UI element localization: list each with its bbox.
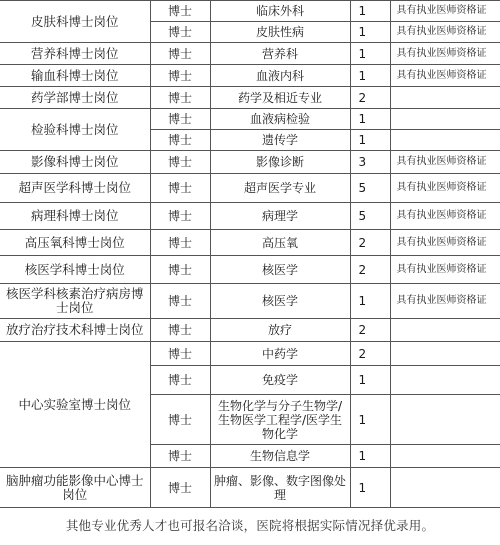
note-cell: 具有执业医师资格证 [390, 22, 500, 43]
table-row [0, 342, 500, 366]
degree-cell: 博士 [150, 151, 210, 174]
table-row [0, 284, 500, 319]
position-cell: 核医学科博士岗位 [0, 256, 150, 284]
position-cell: 影像科博士岗位 [0, 151, 150, 174]
position-cell: 放疗治疗技术科博士岗位 [0, 319, 150, 342]
degree-cell: 博士 [150, 366, 210, 395]
major-cell: 生物信息学 [210, 445, 350, 468]
position-cell: 中心实验室博士岗位 [0, 342, 150, 468]
count-cell: 2 [350, 87, 390, 109]
count-cell: 2 [350, 319, 390, 342]
count-cell: 1 [350, 43, 390, 65]
footer-row [0, 508, 500, 545]
count-cell: 1 [350, 109, 390, 130]
count-cell: 5 [350, 203, 390, 230]
note-cell: 具有执业医师资格证 [390, 43, 500, 65]
degree-cell: 博士 [150, 1, 210, 22]
degree-cell: 博士 [150, 342, 210, 366]
note-cell [390, 109, 500, 130]
major-cell: 临床外科 [210, 1, 350, 22]
degree-cell: 博士 [150, 43, 210, 65]
count-cell: 2 [350, 230, 390, 256]
position-cell: 超声医学科博士岗位 [0, 174, 150, 203]
position-cell: 输血科博士岗位 [0, 65, 150, 87]
count-cell: 1 [350, 1, 390, 22]
position-cell: 病理科博士岗位 [0, 203, 150, 230]
count-cell: 1 [350, 445, 390, 468]
note-cell: 具有执业医师资格证 [390, 230, 500, 256]
table-row [0, 109, 500, 130]
degree-cell: 博士 [150, 65, 210, 87]
note-cell: 具有执业医师资格证 [390, 284, 500, 319]
major-cell: 皮肤性病 [210, 22, 350, 43]
major-cell: 放疗 [210, 319, 350, 342]
note-cell [390, 468, 500, 508]
note-cell [390, 87, 500, 109]
degree-cell: 博士 [150, 174, 210, 203]
note-cell [390, 342, 500, 366]
count-cell: 1 [350, 366, 390, 395]
major-cell: 药学及相近专业 [210, 87, 350, 109]
position-cell: 核医学科核素治疗病房博士岗位 [0, 284, 150, 319]
table-row [0, 1, 500, 22]
degree-cell: 博士 [150, 445, 210, 468]
major-cell: 核医学 [210, 284, 350, 319]
count-cell: 1 [350, 130, 390, 151]
major-cell: 血液病检验 [210, 109, 350, 130]
major-cell: 血液内科 [210, 65, 350, 87]
degree-cell: 博士 [150, 284, 210, 319]
major-cell: 生物化学与分子生物学/生物医学工程学/医学生物化学 [210, 395, 350, 445]
count-cell: 2 [350, 342, 390, 366]
table-row [0, 319, 500, 342]
note-cell [390, 395, 500, 445]
table-row [0, 65, 500, 87]
major-cell: 免疫学 [210, 366, 350, 395]
table-row [0, 174, 500, 203]
position-cell: 药学部博士岗位 [0, 87, 150, 109]
degree-cell: 博士 [150, 395, 210, 445]
degree-cell: 博士 [150, 22, 210, 43]
note-cell: 具有执业医师资格证 [390, 203, 500, 230]
degree-cell: 博士 [150, 230, 210, 256]
table-row [0, 256, 500, 284]
major-cell: 肿瘤、影像、数字图像处理 [210, 468, 350, 508]
major-cell: 影像诊断 [210, 151, 350, 174]
footer-note: 其他专业优秀人才也可报名洽谈，医院将根据实际情况择优录用。 [0, 508, 500, 545]
note-cell [390, 366, 500, 395]
count-cell: 1 [350, 395, 390, 445]
major-cell: 病理学 [210, 203, 350, 230]
degree-cell: 博士 [150, 87, 210, 109]
note-cell [390, 130, 500, 151]
table-row [0, 43, 500, 65]
table-row [0, 203, 500, 230]
count-cell: 1 [350, 65, 390, 87]
major-cell: 中药学 [210, 342, 350, 366]
count-cell: 1 [350, 468, 390, 508]
table-row [0, 87, 500, 109]
position-cell: 皮肤科博士岗位 [0, 1, 150, 43]
note-cell [390, 319, 500, 342]
degree-cell: 博士 [150, 319, 210, 342]
degree-cell: 博士 [150, 468, 210, 508]
position-cell: 高压氧科博士岗位 [0, 230, 150, 256]
note-cell: 具有执业医师资格证 [390, 65, 500, 87]
table-row [0, 468, 500, 508]
count-cell: 5 [350, 174, 390, 203]
note-cell [390, 445, 500, 468]
major-cell: 遗传学 [210, 130, 350, 151]
note-cell: 具有执业医师资格证 [390, 151, 500, 174]
table-row [0, 151, 500, 174]
position-cell: 检验科博士岗位 [0, 109, 150, 151]
note-cell: 具有执业医师资格证 [390, 174, 500, 203]
degree-cell: 博士 [150, 109, 210, 130]
count-cell: 1 [350, 22, 390, 43]
position-cell: 脑肿瘤功能影像中心博士岗位 [0, 468, 150, 508]
degree-cell: 博士 [150, 256, 210, 284]
position-cell: 营养科博士岗位 [0, 43, 150, 65]
count-cell: 1 [350, 284, 390, 319]
major-cell: 高压氧 [210, 230, 350, 256]
count-cell: 2 [350, 256, 390, 284]
note-cell: 具有执业医师资格证 [390, 256, 500, 284]
table-row [0, 230, 500, 256]
degree-cell: 博士 [150, 130, 210, 151]
major-cell: 核医学 [210, 256, 350, 284]
count-cell: 3 [350, 151, 390, 174]
note-cell: 具有执业医师资格证 [390, 1, 500, 22]
major-cell: 超声医学专业 [210, 174, 350, 203]
major-cell: 营养科 [210, 43, 350, 65]
degree-cell: 博士 [150, 203, 210, 230]
